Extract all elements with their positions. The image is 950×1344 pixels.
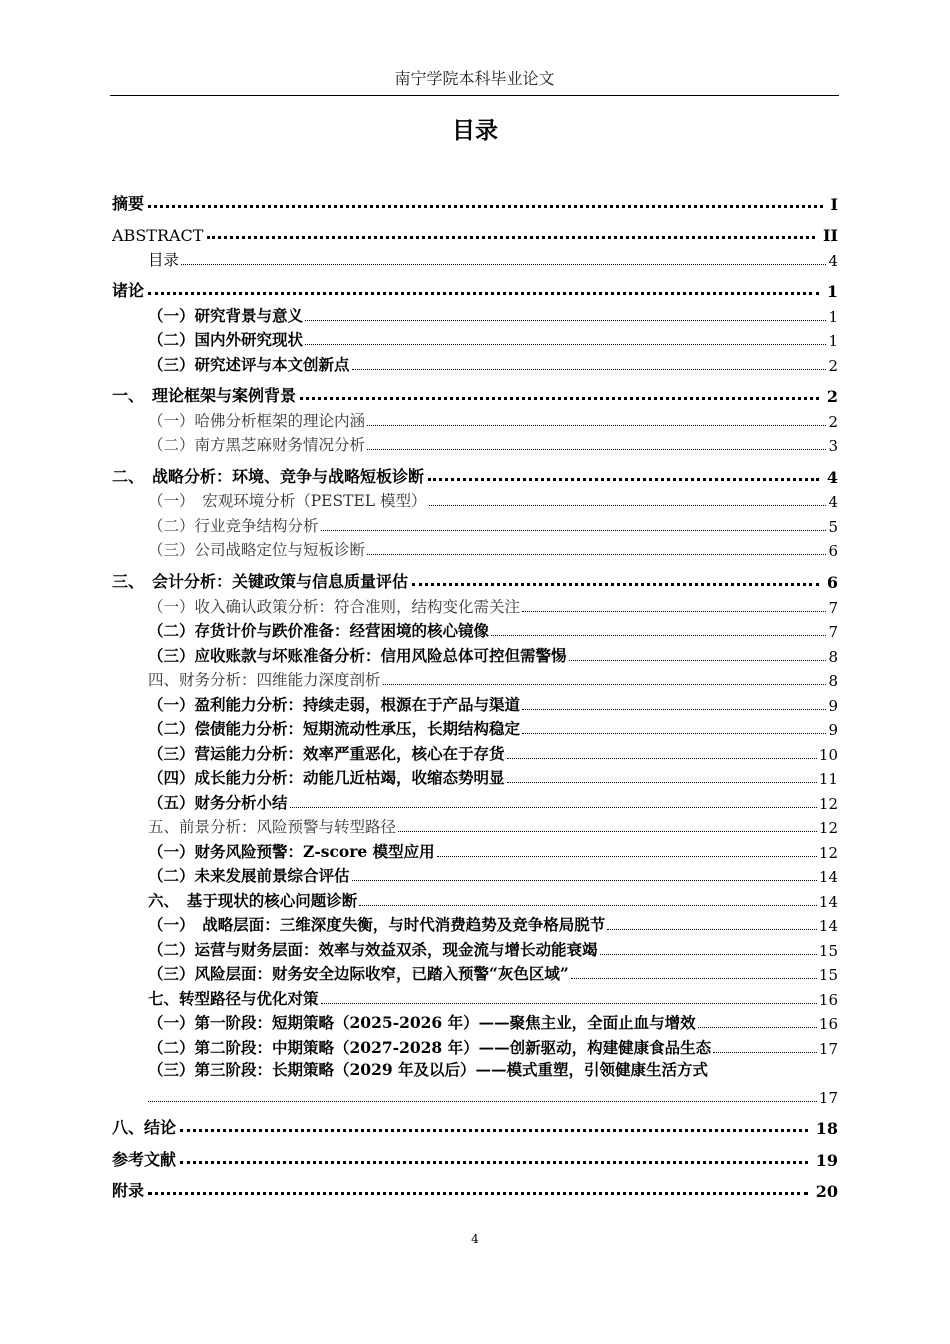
toc-entry[interactable] xyxy=(112,886,838,911)
toc-entry-label: （二）偿债能力分析：短期流动性承压，长期结构稳定 xyxy=(148,719,521,739)
toc-entry-label: （三）应收账款与坏账准备分析：信用风险总体可控但需警惕 xyxy=(148,645,567,665)
toc-entry-label: （一）研究背景与意义 xyxy=(148,305,304,325)
toc-entry[interactable] xyxy=(112,1107,838,1139)
dot-leader xyxy=(148,1192,808,1195)
toc-entry-page: 10 xyxy=(818,745,838,764)
toc-entry-page: 2 xyxy=(828,412,838,431)
dot-leader xyxy=(600,954,817,955)
dot-leader xyxy=(398,831,817,832)
toc-entry[interactable] xyxy=(112,511,838,536)
dot-leader xyxy=(148,292,819,295)
toc-entry-label: （五）财务分析小结 xyxy=(148,792,288,812)
toc-entry[interactable] xyxy=(112,1170,838,1202)
toc-entry-label: 目录 xyxy=(148,250,180,269)
dot-leader xyxy=(429,505,827,506)
dot-leader xyxy=(507,758,817,759)
page-number: 4 xyxy=(471,1232,479,1246)
toc-entry[interactable] xyxy=(112,487,838,512)
toc-entry[interactable] xyxy=(112,739,838,764)
toc-entry-label: （一） 宏观环境分析（PESTEL 模型） xyxy=(148,492,427,511)
toc-entry[interactable] xyxy=(112,406,838,431)
dot-leader xyxy=(437,856,817,857)
dot-leader xyxy=(522,611,826,612)
dot-leader xyxy=(352,369,827,370)
running-header: 南宁学院本科毕业论文 xyxy=(394,69,555,88)
toc-entry-page: 12 xyxy=(818,819,838,838)
toc-entry-page: 1 xyxy=(828,307,838,326)
toc-entry-label: （一）哈佛分析框架的理论内涵 xyxy=(148,411,366,430)
dot-leader xyxy=(305,344,826,345)
toc-entry-page: 4 xyxy=(826,467,838,487)
dot-leader xyxy=(321,530,827,531)
toc-entry[interactable] xyxy=(112,690,838,715)
toc-entry-label: 六、 基于现状的核心问题诊断 xyxy=(148,890,358,910)
toc-entry[interactable] xyxy=(112,375,838,407)
toc-entry[interactable] xyxy=(112,592,838,617)
toc-entry-label: （二）南方黑芝麻财务情况分析 xyxy=(148,436,366,455)
toc-entry[interactable] xyxy=(112,270,838,302)
toc-entry-continuation xyxy=(112,1082,838,1107)
toc-entry-label[interactable]: （三）第三阶段：长期策略（2029 年及以后）——模式重塑，引领健康生活方式 xyxy=(148,1059,709,1079)
toc-entry-page: 5 xyxy=(828,517,838,536)
toc-entry-page: 3 xyxy=(828,437,838,456)
dot-leader xyxy=(181,264,826,265)
toc-entry[interactable] xyxy=(112,715,838,740)
toc-entry-label: （二）国内外研究现状 xyxy=(148,330,304,350)
dot-leader xyxy=(569,660,827,661)
toc-entry-page: 4 xyxy=(828,493,838,512)
toc-entry-page: 14 xyxy=(818,917,838,936)
toc-entry-page: 12 xyxy=(818,843,838,862)
toc-entry[interactable] xyxy=(112,837,838,862)
toc-entry-label: （三）风险层面：财务安全边际收窄，已踏入预警“灰色区域” xyxy=(148,964,569,984)
dot-leader xyxy=(367,425,826,426)
dot-leader xyxy=(412,583,819,586)
toc-entry[interactable] xyxy=(112,935,838,960)
toc-entry-label: 附录 xyxy=(112,1181,145,1201)
dot-leader xyxy=(180,1129,808,1132)
toc-entry-label: 参考文献 xyxy=(112,1149,177,1169)
toc-entry-label: （二）运营与财务层面：效率与效益双杀，现金流与增长动能衰竭 xyxy=(148,939,598,959)
dot-leader xyxy=(428,478,819,481)
toc-entry-label: 八、结论 xyxy=(112,1118,177,1138)
toc-entry-page: 9 xyxy=(828,721,838,740)
toc-entry-page: 17 xyxy=(818,1039,838,1058)
toc-entry-page: I xyxy=(830,194,838,214)
toc-entry[interactable] xyxy=(112,455,838,487)
toc-entry-page: II xyxy=(823,226,838,246)
toc-entry-label: （三）研究述评与本文创新点 xyxy=(148,354,350,374)
toc-entry-page: 20 xyxy=(815,1182,838,1202)
toc-entry[interactable] xyxy=(112,960,838,985)
toc-entry[interactable] xyxy=(112,788,838,813)
toc-entry-label: ABSTRACT xyxy=(112,226,204,246)
toc-entry-page: 15 xyxy=(818,941,838,960)
dot-leader xyxy=(180,1161,808,1164)
toc-entry[interactable] xyxy=(112,813,838,838)
toc-entry[interactable] xyxy=(112,862,838,887)
dot-leader xyxy=(359,905,817,906)
toc-entry-page: 11 xyxy=(818,770,838,789)
toc-entry-label: （一）收入确认政策分析：符合准则，结构变化需关注 xyxy=(148,597,521,616)
toc-entry[interactable] xyxy=(112,214,838,246)
toc-entry-page: 19 xyxy=(815,1150,838,1170)
toc-entry[interactable] xyxy=(112,984,838,1009)
dot-leader xyxy=(383,684,827,685)
toc-entry-label: （四）成长能力分析：动能几近枯竭，收缩态势明显 xyxy=(148,768,505,788)
toc-entry-label: （三）营运能力分析：效率严重恶化，核心在于存货 xyxy=(148,743,505,763)
toc-entry[interactable] xyxy=(112,301,838,326)
toc-entry-page: 15 xyxy=(818,966,838,985)
toc-entry-label: 三、 会计分析：关键政策与信息质量评估 xyxy=(112,572,409,592)
toc-entry-page: 2 xyxy=(826,387,838,407)
toc-entry-page: 1 xyxy=(826,282,838,302)
toc-entry-page: 8 xyxy=(828,672,838,691)
toc-entry[interactable] xyxy=(112,536,838,561)
toc-entry-label: （二）行业竞争结构分析 xyxy=(148,516,319,535)
toc-entry[interactable] xyxy=(112,1138,838,1170)
toc-entry-page: 16 xyxy=(818,990,838,1009)
toc-entry-label: 诸论 xyxy=(112,281,145,301)
toc-entry-page: 14 xyxy=(818,892,838,911)
dot-leader xyxy=(367,554,826,555)
toc-entry-page: 1 xyxy=(828,332,838,351)
toc-entry-label: 摘要 xyxy=(112,193,145,213)
dot-leader xyxy=(321,1003,817,1004)
toc-entry-page: 8 xyxy=(828,647,838,666)
dot-leader xyxy=(367,449,826,450)
dot-leader xyxy=(305,320,826,321)
toc-entry-page: 12 xyxy=(818,794,838,813)
dot-leader xyxy=(522,709,826,710)
toc-entry[interactable] xyxy=(112,1009,838,1034)
dot-leader xyxy=(698,1027,817,1028)
toc-entry-label: 二、 战略分析：环境、竞争与战略短板诊断 xyxy=(112,466,425,486)
toc-entry-page: 14 xyxy=(818,868,838,887)
toc-entry-page: 6 xyxy=(828,542,838,561)
dot-leader xyxy=(713,1052,817,1053)
toc-entry-label: （一） 战略层面：三维深度失衡，与时代消费趋势及竞争格局脱节 xyxy=(148,915,606,935)
toc-entry-label: 一、 理论框架与案例背景 xyxy=(112,386,297,406)
toc-entry[interactable] xyxy=(112,560,838,592)
table-of-contents xyxy=(112,182,838,1201)
dot-leader xyxy=(148,205,823,208)
toc-entry-label: 四、财务分析：四维能力深度剖析 xyxy=(148,671,381,690)
toc-entry[interactable] xyxy=(112,245,838,270)
toc-entry-page: 9 xyxy=(828,696,838,715)
toc-entry-page: 17 xyxy=(818,1088,838,1107)
dot-leader xyxy=(352,880,817,881)
dot-leader xyxy=(148,1101,817,1102)
toc-entry[interactable] xyxy=(112,641,838,666)
toc-entry[interactable] xyxy=(112,764,838,789)
toc-entry-page: 16 xyxy=(818,1015,838,1034)
toc-entry-label: （一）财务风险预警：Z-score 模型应用 xyxy=(148,841,435,861)
dot-leader xyxy=(290,807,817,808)
header-rule xyxy=(110,95,839,96)
toc-entry[interactable] xyxy=(112,350,838,375)
toc-entry-label: （一）第一阶段：短期策略（2025-2026 年）——聚焦主业，全面止血与增效 xyxy=(148,1013,696,1033)
toc-entry[interactable] xyxy=(112,617,838,642)
dot-leader xyxy=(522,733,826,734)
dot-leader xyxy=(507,782,817,783)
toc-entry-label: （三）公司战略定位与短板诊断 xyxy=(148,541,366,560)
dot-leader xyxy=(207,236,815,239)
toc-title: 目录 xyxy=(452,118,498,144)
toc-entry-page: 7 xyxy=(828,623,838,642)
toc-entry[interactable] xyxy=(112,666,838,691)
toc-entry[interactable] xyxy=(112,911,838,936)
toc-entry-label: （二）未来发展前景综合评估 xyxy=(148,866,350,886)
toc-entry-label: （二）第二阶段：中期策略（2027-2028 年）——创新驱动，构建健康食品生态 xyxy=(148,1037,712,1057)
dot-leader xyxy=(607,929,817,930)
dot-leader xyxy=(491,635,826,636)
toc-entry-label: 七、转型路径与优化对策 xyxy=(148,988,319,1008)
toc-entry-page: 7 xyxy=(828,598,838,617)
toc-entry[interactable] xyxy=(112,1033,838,1058)
toc-entry-page: 4 xyxy=(828,251,838,270)
toc-entry-page: 18 xyxy=(815,1119,838,1139)
dot-leader xyxy=(571,978,817,979)
toc-entry-label: 五、前景分析：风险预警与转型路径 xyxy=(148,818,397,837)
toc-entry[interactable] xyxy=(112,182,838,214)
toc-entry[interactable] xyxy=(112,431,838,456)
toc-entry-page: 2 xyxy=(828,356,838,375)
toc-entry-label: （二）存货计价与跌价准备：经营困境的核心镜像 xyxy=(148,621,490,641)
toc-entry-page: 6 xyxy=(826,573,838,593)
toc-entry[interactable] xyxy=(112,326,838,351)
toc-entry-label: （一）盈利能力分析：持续走弱，根源在于产品与渠道 xyxy=(148,694,521,714)
dot-leader xyxy=(300,397,819,400)
